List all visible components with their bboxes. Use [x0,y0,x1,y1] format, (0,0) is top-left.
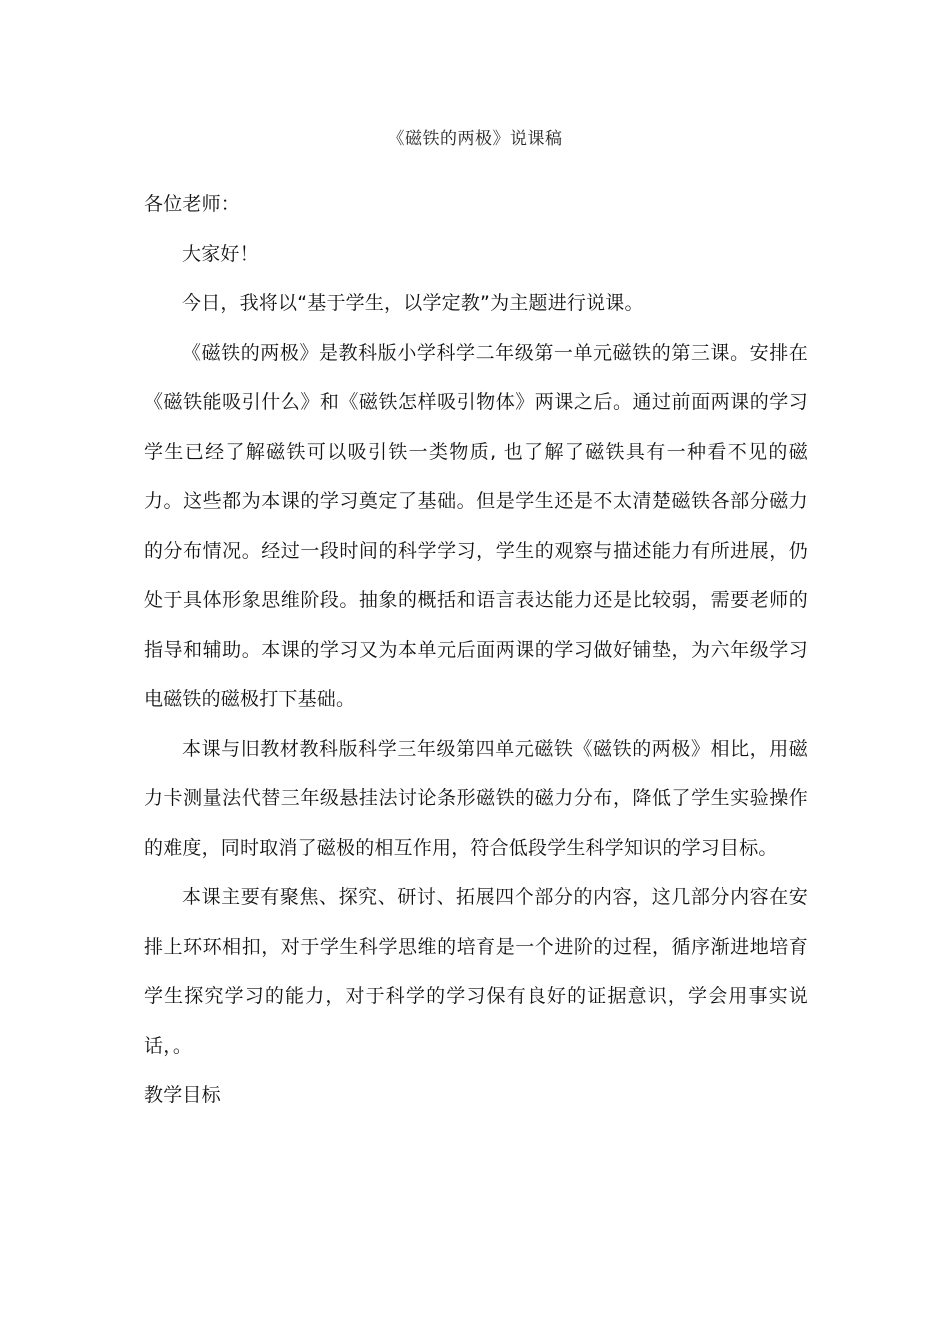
document-body [144,180,808,1121]
paragraph-greeting: 大家好！ [182,242,259,265]
paragraph-lesson-structure: 本课主要有聚焦、探究、研讨、拓展四个部分的内容，这几部分内容在安排上环环相扣，对于学生科学思维的培育是一个进阶的过程，循序渐进地培育学生探究学习的能力，对于科学的学习保有良好的证据意识，学会用事实说话，。 [144,886,808,1057]
paragraph-theme: 今日，我将以“基于学生，以学定教”为主题进行说课。 [182,292,644,314]
salutation: 各位老师： [144,193,241,215]
paragraph-textbook-comparison: 本课与旧教材教科版科学三年级第四单元磁铁《磁铁的两极》相比，用磁力卡测量法代替三年级悬挂法讨论条形磁铁的磁力分布，降低了学生实验操作的难度，同时取消了磁极的相互作用，符合低段学生科学知识的学习目标。 [144,737,808,859]
section-heading-teaching-goals: 教学目标 [144,1084,221,1106]
document-title: 《磁铁的两极》说课稿 [387,129,563,149]
paragraph-lesson-analysis: 《磁铁的两极》是教科版小学科学二年级第一单元磁铁的第三课。安排在《磁铁能吸引什么》和《磁铁怎样吸引物体》两课之后。通过前面两课的学习学生已经了解磁铁可以吸引铁一类物质, 也了解了磁铁具有一种看不见的磁力。这些都为本课的学习奠定了基础。但是学生还是不太清楚磁铁各部分磁力的分布情况。经过一段时间的科学学习，学生的观察与描述能力有所进展，仍处于具体形象思维阶段。抽象的概括和语言表达能力还是比较弱，需要老师的指导和辅助。本课的学习又为本单元后面两课的学习做好铺垫，为六年级学习电磁铁的磁极打下基础。 [144,341,808,710]
